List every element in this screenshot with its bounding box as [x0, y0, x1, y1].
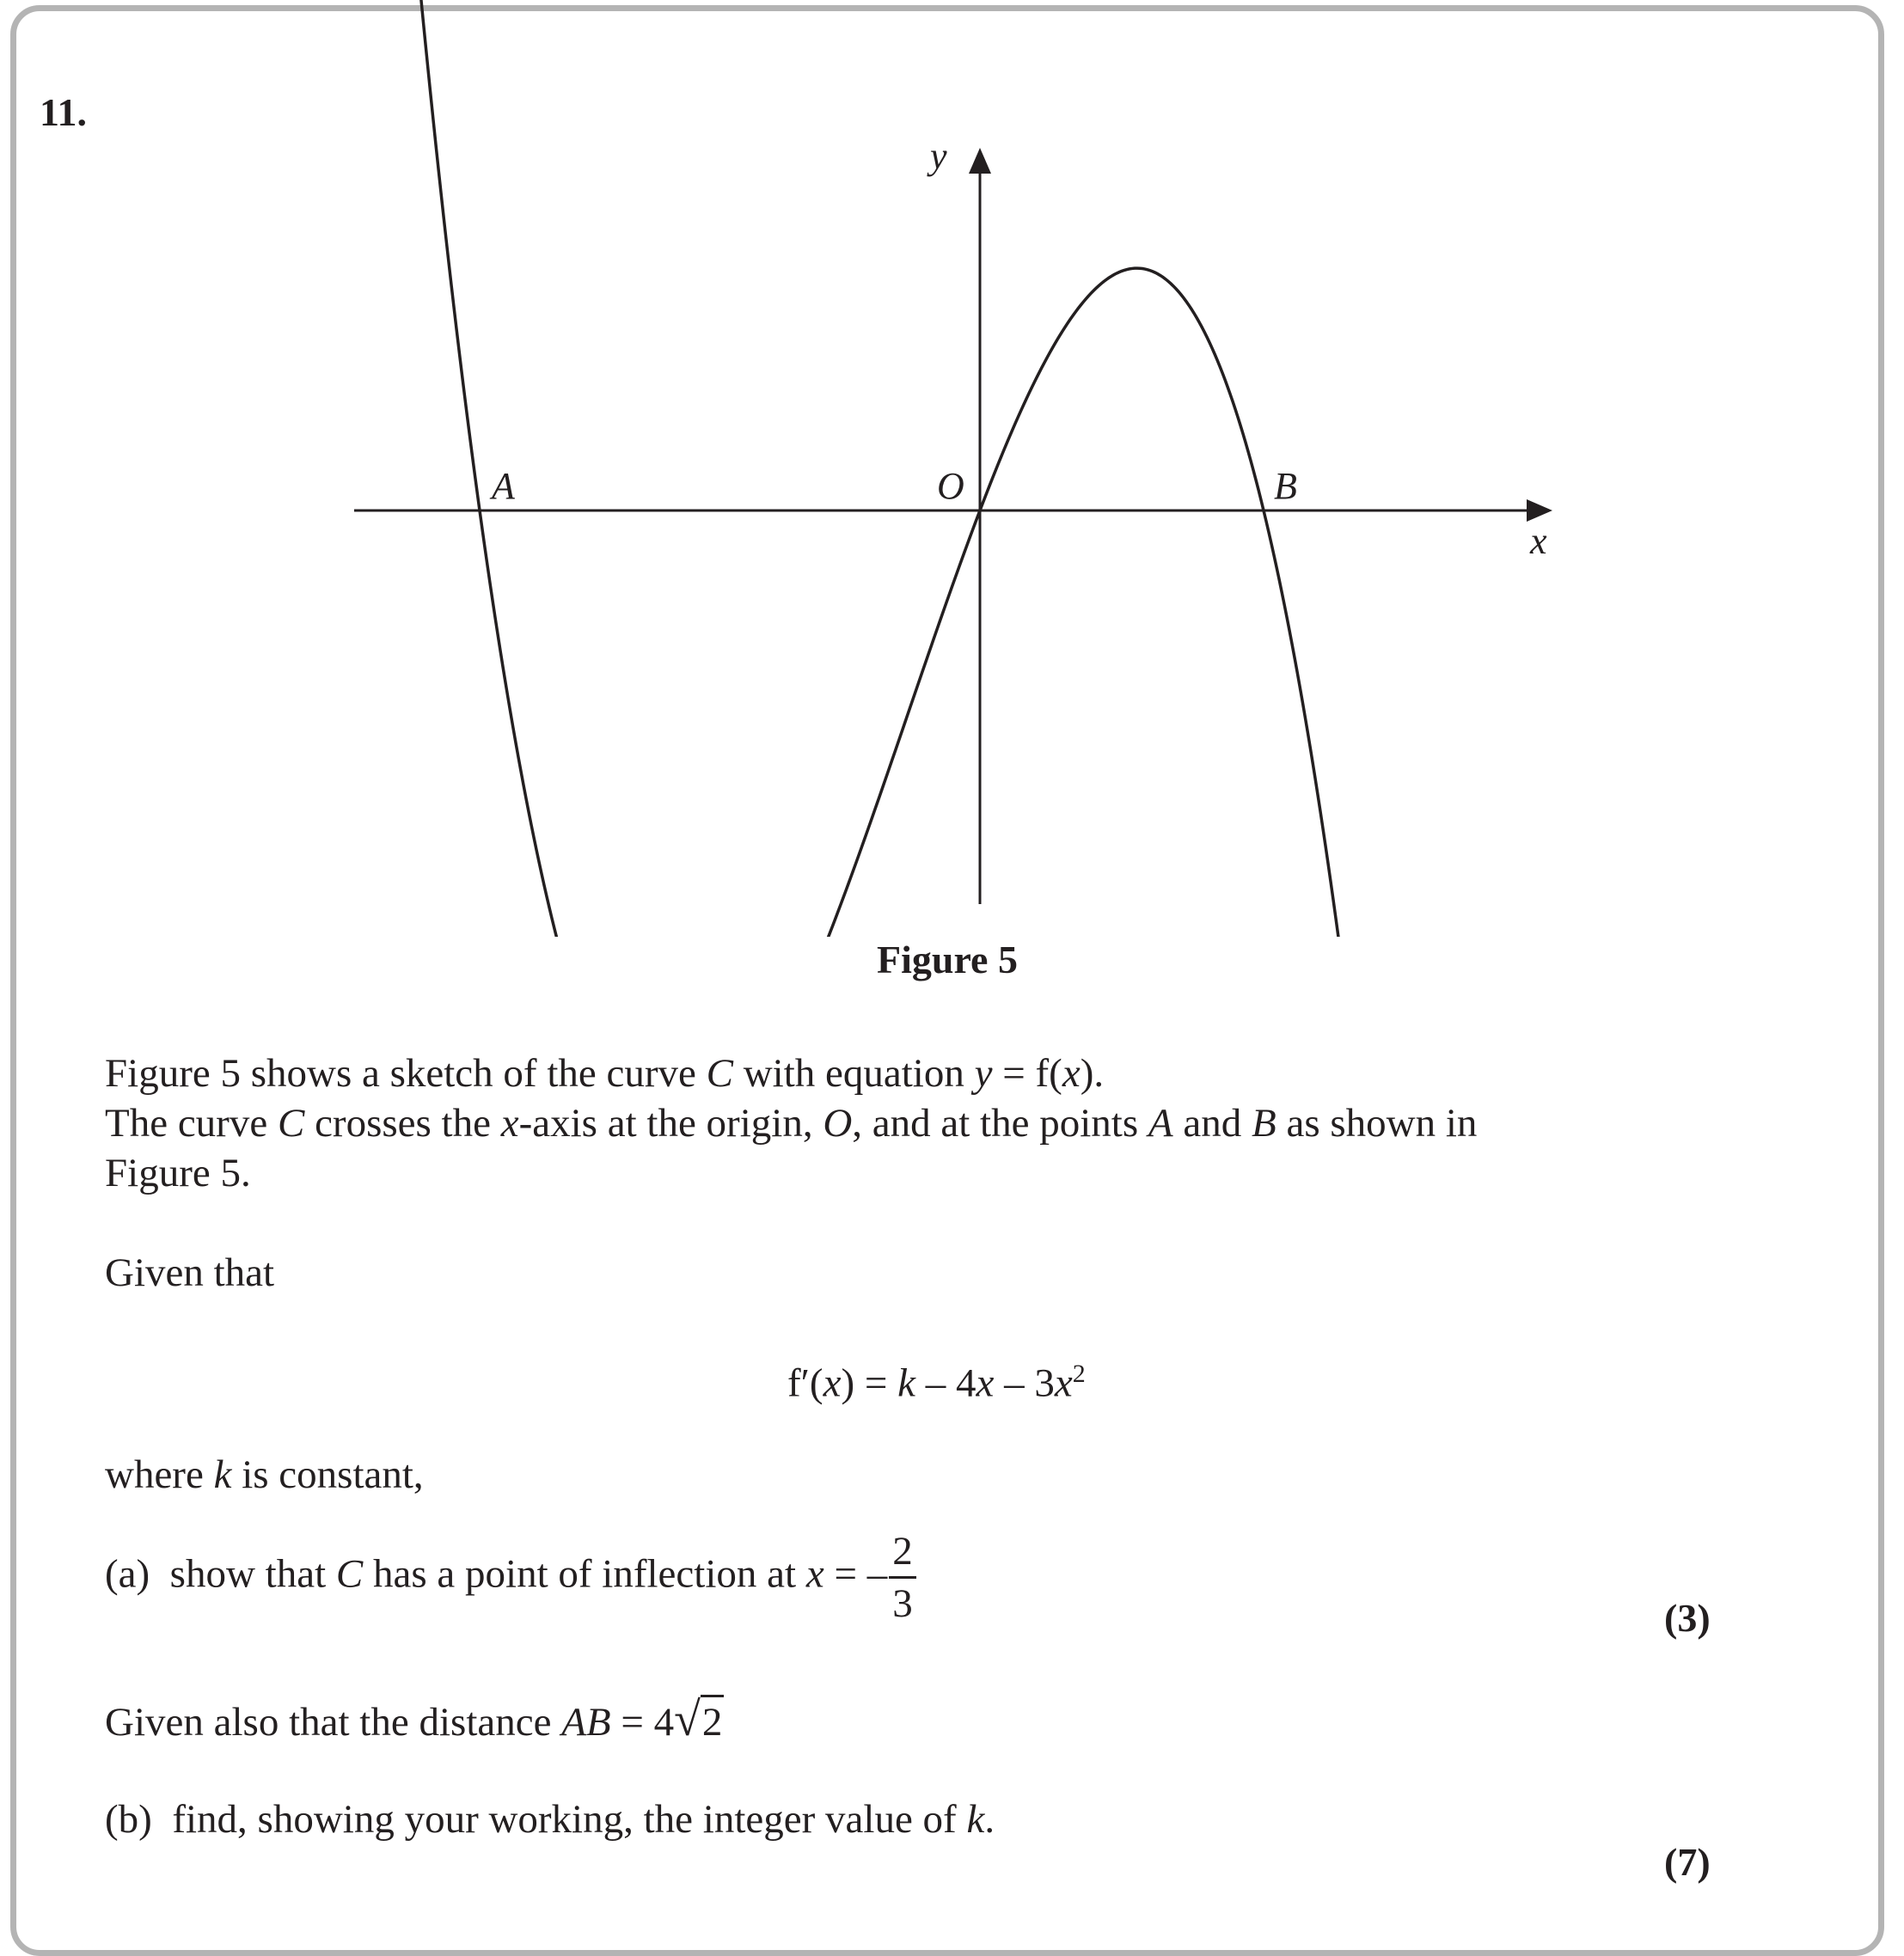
where-k-constant: where k is constant, — [105, 1452, 424, 1497]
question-number: 11. — [40, 90, 87, 134]
x-axis-label: x — [1530, 520, 1547, 562]
figure-caption: Figure 5 — [877, 938, 1018, 981]
intro-line-1: Figure 5 shows a sketch of the curve C with equation y = f(x). — [105, 1051, 1105, 1096]
intro-line-2: The curve C crosses the x-axis at the origin, O, and at the points A and B as shown in — [105, 1101, 1478, 1146]
marks-part-b: (7) — [1664, 1840, 1711, 1884]
part-a-label: (a) — [105, 1551, 150, 1597]
sqrt-radicand: 2 — [701, 1695, 725, 1747]
part-a: (a) show that C has a point of inflection at x = – $\frac{2}{3}$ — [105, 1526, 916, 1629]
figure-5-sketch — [0, 0, 1904, 937]
intro-line-3: Figure 5. — [105, 1151, 251, 1195]
part-b-label: (b) — [105, 1797, 152, 1842]
part-b: (b) find, showing your working, the integer value of k. — [105, 1797, 995, 1842]
given-also-distance: Given also that the distance AB = 4√2 — [105, 1693, 723, 1746]
y-axis-label: y — [930, 135, 947, 177]
point-B-label: B — [1274, 465, 1297, 507]
given-that: Given that — [105, 1250, 275, 1295]
fraction-two-thirds: $\frac{2}{3}$ — [889, 1526, 916, 1629]
origin-label: O — [937, 465, 964, 507]
y-axis-arrow-icon — [969, 148, 991, 174]
curve-C — [397, 0, 1372, 937]
marks-part-a: (3) — [1664, 1596, 1711, 1640]
derivative-equation: $f'(x) = k - 4x - 3x^2$ — [787, 1360, 1086, 1406]
point-A-label: A — [492, 465, 515, 507]
x-axis-arrow-icon — [1527, 499, 1552, 522]
